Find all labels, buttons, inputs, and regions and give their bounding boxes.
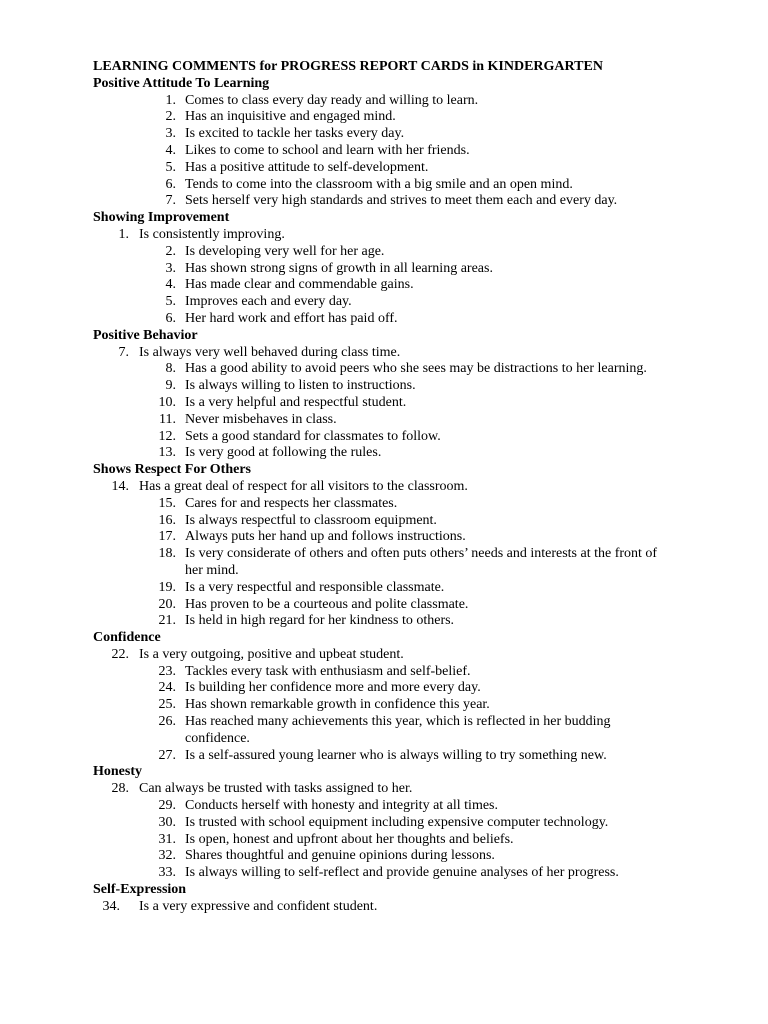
document-title: LEARNING COMMENTS for PROGRESS REPORT CARDS in KINDERGARTEN bbox=[93, 59, 603, 74]
list-item-text: Cares for and respects her classmates. bbox=[185, 495, 398, 511]
list-item-text: Never misbehaves in class. bbox=[185, 411, 337, 427]
list-item bbox=[0, 680, 768, 697]
comment-list bbox=[0, 479, 768, 630]
list-item-number: 31. bbox=[158, 831, 176, 847]
list-item-number: 6. bbox=[165, 310, 176, 326]
list-item-number: 3. bbox=[165, 260, 176, 276]
list-item-number: 12. bbox=[158, 428, 176, 444]
section-heading: Showing Improvement bbox=[93, 210, 230, 226]
list-item bbox=[0, 361, 768, 378]
list-item-number: 1. bbox=[165, 92, 176, 108]
list-item bbox=[0, 781, 768, 798]
section-heading: Honesty bbox=[93, 764, 142, 780]
list-item-number: 5. bbox=[165, 159, 176, 175]
list-item-number: 16. bbox=[158, 512, 176, 528]
section-heading: Positive Attitude To Learning bbox=[93, 75, 270, 91]
document-page bbox=[0, 59, 768, 916]
list-item-text: Is trusted with school equipment including expensive computer technology. bbox=[185, 814, 609, 830]
list-item-number: 27. bbox=[158, 747, 176, 763]
list-item bbox=[0, 580, 768, 597]
list-item-number: 2. bbox=[165, 243, 176, 259]
list-item-text: Sets herself very high standards and strives to meet them each and every day. bbox=[185, 193, 618, 209]
list-item-number: 29. bbox=[158, 798, 176, 814]
list-item-text: Has a great deal of respect for all visitors to the classroom. bbox=[139, 478, 468, 494]
list-item bbox=[0, 848, 768, 865]
list-item-number: 9. bbox=[165, 378, 176, 394]
list-item-number: 19. bbox=[158, 579, 176, 595]
list-item-text: Is developing very well for her age. bbox=[185, 243, 385, 259]
list-item bbox=[0, 865, 768, 882]
list-item bbox=[0, 160, 768, 177]
comment-section bbox=[0, 462, 768, 630]
list-item-number: 8. bbox=[165, 361, 176, 377]
list-item-text: Shares thoughtful and genuine opinions during lessons. bbox=[185, 848, 495, 864]
list-item-text: Is a very expressive and confident student. bbox=[139, 898, 378, 914]
list-item bbox=[0, 597, 768, 614]
list-item-text: Tends to come into the classroom with a big smile and an open mind. bbox=[185, 176, 573, 192]
list-item bbox=[0, 513, 768, 530]
list-item bbox=[0, 277, 768, 294]
sections-container bbox=[0, 76, 768, 916]
comment-list bbox=[0, 345, 768, 463]
list-item-text: Has shown strong signs of growth in all learning areas. bbox=[185, 260, 493, 276]
list-item-text: Has reached many achievements this year, which is reflected in her budding confidence. bbox=[185, 714, 611, 746]
list-item bbox=[0, 445, 768, 462]
list-item bbox=[0, 798, 768, 815]
list-item-number: 1. bbox=[118, 226, 129, 242]
list-item-number: 33. bbox=[158, 865, 176, 881]
list-item-number: 17. bbox=[158, 529, 176, 545]
comment-section bbox=[0, 328, 768, 462]
list-item-text: Is always willing to listen to instructions. bbox=[185, 378, 416, 394]
list-item bbox=[0, 664, 768, 681]
list-item bbox=[0, 697, 768, 714]
list-item-number: 13. bbox=[158, 445, 176, 461]
list-item-text: Is excited to tackle her tasks every day. bbox=[185, 126, 405, 142]
list-item bbox=[0, 412, 768, 429]
list-item bbox=[0, 529, 768, 546]
list-item-text: Is open, honest and upfront about her thoughts and beliefs. bbox=[185, 831, 514, 847]
list-item-number: 11. bbox=[159, 411, 176, 427]
list-item-text: Likes to come to school and learn with her friends. bbox=[185, 142, 470, 158]
list-item bbox=[0, 227, 768, 244]
list-item bbox=[0, 613, 768, 630]
list-item-text: Has a positive attitude to self-development. bbox=[185, 159, 429, 175]
list-item bbox=[0, 193, 768, 210]
list-item-text: Is a very outgoing, positive and upbeat student. bbox=[139, 646, 404, 662]
list-item-text: Is always willing to self-reflect and provide genuine analyses of her progress. bbox=[185, 865, 619, 881]
list-item-number: 7. bbox=[165, 193, 176, 209]
list-item-text: Comes to class every day ready and willing to learn. bbox=[185, 92, 479, 108]
list-item bbox=[0, 261, 768, 278]
list-item-number: 20. bbox=[158, 596, 176, 612]
list-item-number: 6. bbox=[165, 176, 176, 192]
comment-list bbox=[0, 227, 768, 328]
list-item bbox=[0, 546, 768, 580]
list-item-number: 10. bbox=[158, 394, 176, 410]
list-item bbox=[0, 93, 768, 110]
comment-list bbox=[0, 899, 768, 916]
comment-section bbox=[0, 630, 768, 764]
section-heading: Confidence bbox=[93, 630, 161, 646]
list-item-number: 26. bbox=[158, 714, 176, 730]
list-item bbox=[0, 899, 768, 916]
list-item-text: Has shown remarkable growth in confidence this year. bbox=[185, 697, 490, 713]
list-item-text: Conducts herself with honesty and integrity at all times. bbox=[185, 798, 498, 814]
list-item bbox=[0, 815, 768, 832]
list-item bbox=[0, 748, 768, 765]
list-item-text: Her hard work and effort has paid off. bbox=[185, 310, 398, 326]
list-item-text: Improves each and every day. bbox=[185, 294, 352, 310]
list-item bbox=[0, 714, 768, 748]
list-item-number: 14. bbox=[111, 478, 129, 494]
list-item-number: 32. bbox=[158, 848, 176, 864]
comment-list bbox=[0, 781, 768, 882]
list-item-number: 15. bbox=[158, 495, 176, 511]
list-item-number: 34. bbox=[102, 898, 120, 914]
section-heading: Shows Respect For Others bbox=[93, 462, 252, 478]
list-item-number: 18. bbox=[158, 546, 176, 562]
list-item-number: 3. bbox=[165, 126, 176, 142]
list-item-text: Can always be trusted with tasks assigned to her. bbox=[139, 781, 413, 797]
list-item-text: Is building her confidence more and more every day. bbox=[185, 680, 481, 696]
section-heading: Positive Behavior bbox=[93, 327, 198, 343]
list-item-text: Is always very well behaved during class time. bbox=[139, 344, 401, 360]
list-item bbox=[0, 832, 768, 849]
list-item bbox=[0, 479, 768, 496]
list-item-number: 7. bbox=[118, 344, 129, 360]
list-item-text: Sets a good standard for classmates to follow. bbox=[185, 428, 441, 444]
list-item-text: Is very good at following the rules. bbox=[185, 445, 382, 461]
list-item-text: Is a very respectful and responsible classmate. bbox=[185, 579, 445, 595]
list-item-text: Tackles every task with enthusiasm and self-belief. bbox=[185, 663, 471, 679]
list-item-text: Is a very helpful and respectful student. bbox=[185, 394, 407, 410]
list-item-number: 2. bbox=[165, 109, 176, 125]
comment-section bbox=[0, 882, 768, 916]
list-item-number: 22. bbox=[111, 646, 129, 662]
list-item bbox=[0, 177, 768, 194]
list-item-text: Is consistently improving. bbox=[139, 226, 285, 242]
list-item bbox=[0, 126, 768, 143]
list-item bbox=[0, 378, 768, 395]
comment-list bbox=[0, 93, 768, 211]
list-item bbox=[0, 294, 768, 311]
list-item-number: 4. bbox=[165, 142, 176, 158]
list-item-number: 24. bbox=[158, 680, 176, 696]
list-item-text: Has a good ability to avoid peers who she sees may be distractions to her learning. bbox=[185, 361, 647, 377]
list-item bbox=[0, 395, 768, 412]
list-item bbox=[0, 311, 768, 328]
list-item bbox=[0, 109, 768, 126]
comment-section bbox=[0, 764, 768, 882]
list-item-text: Is held in high regard for her kindness to others. bbox=[185, 613, 455, 629]
section-heading: Self-Expression bbox=[93, 882, 187, 898]
list-item-text: Is always respectful to classroom equipment. bbox=[185, 512, 437, 528]
list-item-number: 21. bbox=[158, 613, 176, 629]
comment-list bbox=[0, 647, 768, 765]
list-item-text: Always puts her hand up and follows instructions. bbox=[185, 529, 466, 545]
list-item bbox=[0, 496, 768, 513]
comment-section bbox=[0, 210, 768, 328]
list-item bbox=[0, 429, 768, 446]
comment-section bbox=[0, 76, 768, 210]
list-item-number: 30. bbox=[158, 814, 176, 830]
list-item bbox=[0, 143, 768, 160]
list-item-number: 25. bbox=[158, 697, 176, 713]
list-item bbox=[0, 345, 768, 362]
list-item-number: 23. bbox=[158, 663, 176, 679]
list-item-number: 5. bbox=[165, 294, 176, 310]
list-item-text: Has proven to be a courteous and polite classmate. bbox=[185, 596, 469, 612]
list-item-text: Has an inquisitive and engaged mind. bbox=[185, 109, 396, 125]
list-item bbox=[0, 647, 768, 664]
list-item bbox=[0, 244, 768, 261]
list-item-text: Is a self-assured young learner who is always willing to try something new. bbox=[185, 747, 607, 763]
list-item-text: Has made clear and commendable gains. bbox=[185, 277, 414, 293]
list-item-number: 4. bbox=[165, 277, 176, 293]
list-item-text: Is very considerate of others and often puts others’ needs and interests at the front of her mind. bbox=[185, 546, 658, 578]
list-item-number: 28. bbox=[111, 781, 129, 797]
